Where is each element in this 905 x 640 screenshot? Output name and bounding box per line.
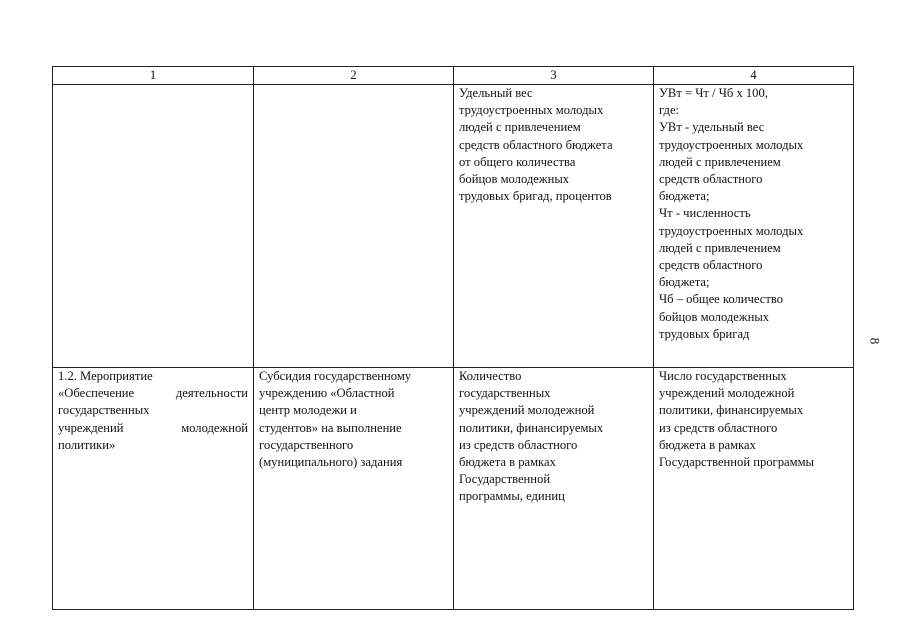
text-line: от общего количества (459, 154, 576, 169)
header-cell-2: 2 (254, 67, 454, 85)
text-line: учреждений молодежной (659, 386, 795, 401)
text-line: трудовых бригад (659, 326, 750, 341)
text-line: трудовых бригад, процентов (459, 189, 612, 204)
text-line: бюджета; (659, 275, 710, 290)
text-line: трудоустроенных молодых (659, 223, 804, 238)
text-line: бюджета в рамках (659, 437, 756, 452)
text-line: трудоустроенных молодых (459, 103, 604, 118)
text-line: Удельный вес (459, 86, 533, 100)
text-line: центр молодежи и (259, 403, 357, 418)
text-line: государственных (459, 386, 551, 401)
text-line: УВт = Чт / Чб х 100, (659, 86, 768, 100)
text-line: политики» (58, 437, 116, 452)
text-line: Чб – общее количество (659, 292, 784, 307)
text-line: Государственной программы (659, 455, 815, 470)
header-cell-1: 1 (53, 67, 254, 85)
header-cell-3: 3 (454, 67, 654, 85)
text-line: из средств областного (459, 437, 578, 452)
text-line: учреждений молодежной (459, 403, 595, 418)
text-line: государственных (58, 403, 150, 418)
row2-cell-formula (654, 368, 854, 610)
text-line: средств областного (659, 258, 763, 273)
text-line: бюджета в рамках (459, 455, 556, 470)
text-line: «Обеспечение деятельности (58, 386, 248, 401)
text-line: Чт - численность (659, 206, 751, 221)
row1-cell-formula (654, 85, 854, 368)
text-line: где: (659, 103, 680, 118)
text-line: людей с привлечением (659, 240, 781, 255)
row2-cell-activity (53, 368, 254, 610)
text-line: из средств областного (659, 420, 778, 435)
text-line: Число государственных (659, 369, 787, 383)
page-number: 8 (867, 337, 883, 345)
text-line: людей с привлечением (459, 120, 581, 135)
text-line: 1.2. Мероприятие (58, 369, 153, 383)
text-line: средств областного (659, 172, 763, 187)
text-line: учреждению «Областной (259, 386, 395, 401)
table-row (53, 85, 854, 368)
text-line: Количество (459, 369, 522, 383)
document-table (52, 66, 854, 610)
text-line: политики, финансируемых (659, 403, 804, 418)
text-line: бюджета; (659, 189, 710, 204)
text-line: средств областного бюджета (459, 137, 613, 152)
table-row (53, 368, 854, 610)
text-line: (муниципального) задания (259, 455, 403, 470)
text-line: УВт - удельный вес (659, 120, 765, 135)
row1-cell-activity (53, 85, 254, 368)
text-line: бойцов молодежных (459, 172, 570, 187)
text-line: Субсидия государственному (259, 369, 412, 383)
text-line: Государственной (459, 472, 551, 487)
text-line: студентов» на выполнение (259, 420, 402, 435)
text-line: трудоустроенных молодых (659, 137, 804, 152)
text-line: политики, финансируемых (459, 420, 604, 435)
text-line: учреждений молодежной (58, 420, 248, 435)
row1-cell-funding (254, 85, 454, 368)
text-line: бойцов молодежных (659, 309, 770, 324)
row2-cell-indicator (454, 368, 654, 610)
text-line: людей с привлечением (659, 154, 781, 169)
text-line: государственного (259, 437, 354, 452)
table-header-row (53, 67, 854, 85)
row1-cell-indicator (454, 85, 654, 368)
row2-cell-funding (254, 368, 454, 610)
text-line: программы, единиц (459, 489, 565, 504)
header-cell-4: 4 (654, 67, 854, 85)
